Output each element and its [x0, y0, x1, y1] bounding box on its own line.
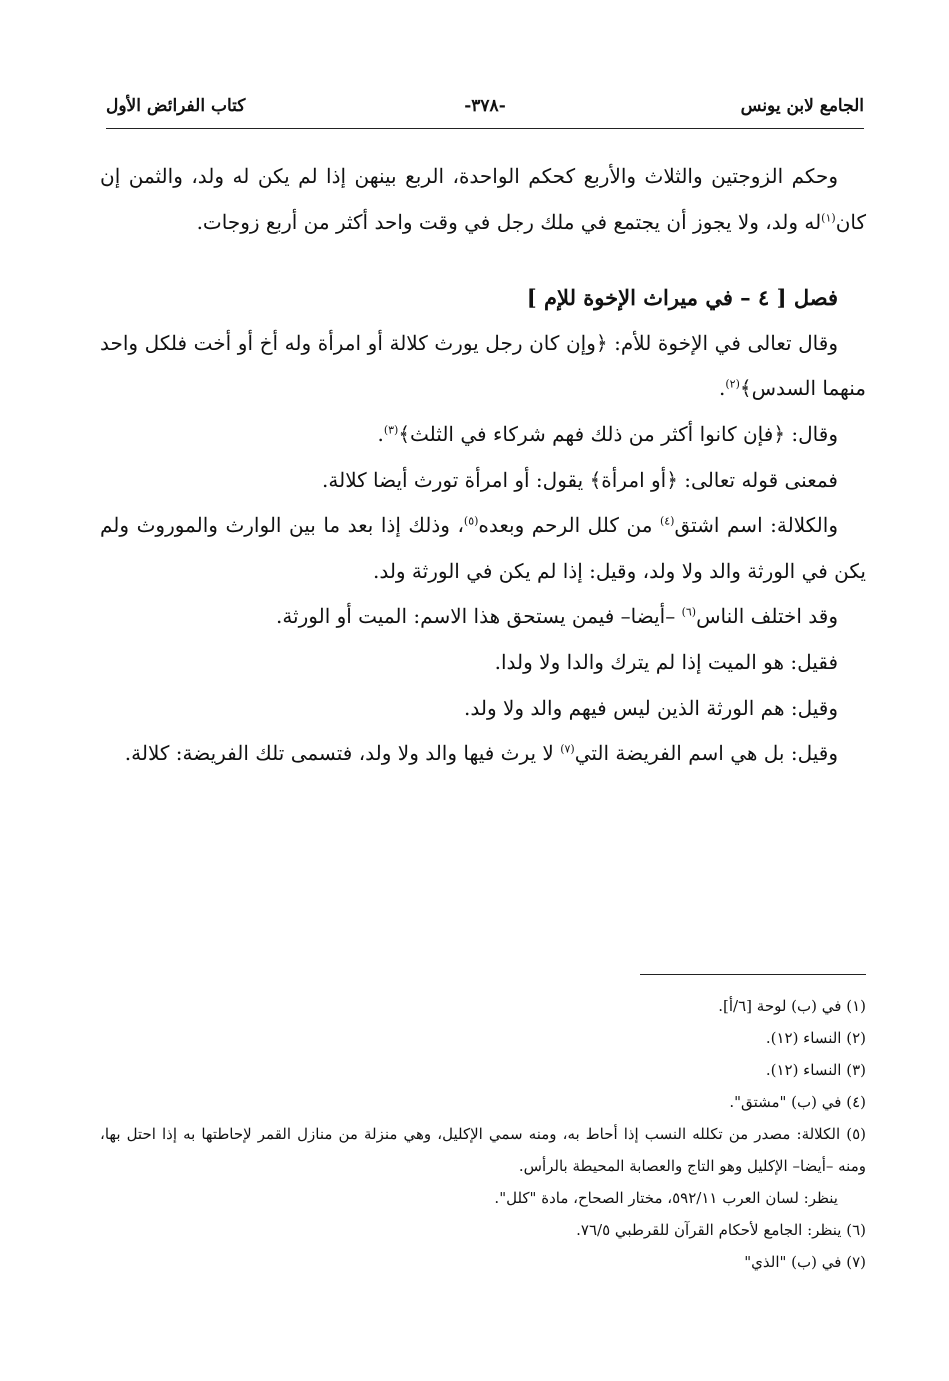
footnote-ref-4: (٤)	[659, 514, 675, 528]
footnote-ref-2: (٢)	[725, 377, 740, 391]
footnote-6: (٦) ينظر: الجامع لأحكام القرآن للقرطبي ٧٦/٥.	[576, 1221, 866, 1239]
footnotes	[100, 990, 866, 1278]
paragraph-1: وحكم الزوجتين والثلاث والأربع كحكم الواحدة، الربع بينهن إذا لم يكن له ولد، والثمن إن كان$^{(١)}$له ولد، ولا يجوز أن يجتمع في ملك رجل في وقت واحد أكثر من أربع زوجات.	[100, 164, 866, 234]
paragraph-6: وقد اختلف الناس$^{(٦)}$ –أيضا– فيمن يستحق هذا الاسم: الميت أو الورثة.	[275, 604, 838, 629]
paragraph-4: فمعنى قوله تعالى: ﴿أو امرأة﴾ يقول: أو امرأة تورث أيضا كلالة.	[322, 467, 838, 492]
footnote-5-reference: ينظر: لسان العرب ٥٩٢/١١، مختار الصحاح، مادة "كلل".	[494, 1189, 838, 1207]
footnote-divider	[640, 974, 866, 975]
book-title: الجامع لابن يونس	[740, 96, 864, 116]
section-heading: فصل [ ٤ – في ميراث الإخوة للإم ]	[526, 285, 838, 311]
footnote-4: (٤) في (ب) "مشتق".	[729, 1093, 866, 1111]
footnote-3: (٣) النساء (١٢).	[765, 1061, 866, 1079]
paragraph-8: وقيل: هم الورثة الذين ليس فيهم والد ولا ولد.	[464, 695, 838, 720]
paragraph-9: وقيل: بل هي اسم الفريضة التي$^{(٧)}$ لا يرث فيها والد ولا ولد، فتسمى تلك الفريضة: كلالة.	[124, 741, 838, 766]
paragraph-3: وقال: ﴿فإن كانوا أكثر من ذلك فهم شركاء في الثلث﴾$^{(٣)}$.	[377, 421, 838, 446]
main-text	[100, 154, 866, 777]
paragraph-7: فقيل: هو الميت إذا لم يترك والدا ولا ولدا.	[494, 649, 838, 674]
page-number: -٣٧٨-	[464, 96, 506, 116]
footnote-7: (٧) في (ب) "الذي"	[744, 1253, 866, 1271]
paragraph-2: وقال تعالى في الإخوة للأم: ﴿وإن كان رجل يورث كلالة أو امرأة وله أخ أو أخت فلكل واحد منهما السدس﴾$^{(٢)}$.	[100, 330, 866, 401]
footnote-5: (٥) الكلالة: مصدر من تكلله النسب إذا أحاط به، ومنه سمي الإكليل، وهي منزلة من منازل القمر لإحاطتها به إذا احتل بها، ومنه –أيضا– الإكليل وهو التاج والعصابة المحيطة بالرأس.	[100, 1125, 866, 1175]
footnote-ref-5: (٥)	[463, 514, 479, 528]
footnote-ref-3: (٣)	[383, 423, 399, 437]
footnote-2: (٢) النساء (١٢).	[765, 1029, 866, 1047]
footnote-ref-6: (٦)	[681, 605, 697, 619]
footnote-ref-1: (١)	[821, 210, 836, 224]
running-header	[106, 92, 864, 129]
chapter-title: كتاب الفرائض الأول	[106, 96, 246, 116]
paragraph-5: والكلالة: اسم اشتق$^{(٤)}$ من كلل الرحم وبعده$^{(٥)}$، وذلك إذا بعد ما بين الوارث والموروث ولم يكن في الورثة والد ولا ولد، وقيل: إذا لم يكن في الورثة ولد.	[100, 513, 866, 583]
footnote-ref-7: (٧)	[560, 742, 575, 756]
footnote-1: (١) في (ب) لوحة [٦/أ].	[718, 997, 866, 1015]
